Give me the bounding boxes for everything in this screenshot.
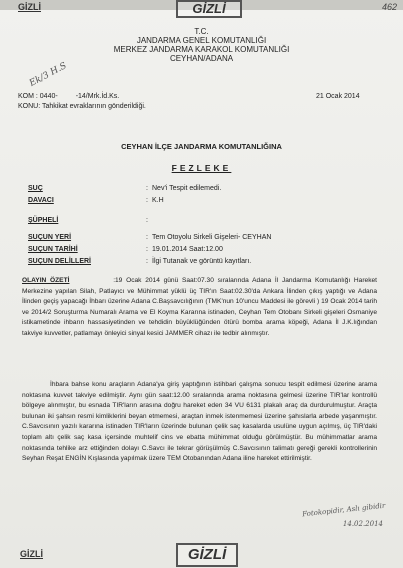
field-value: Nev'i Tespit edilemedi. xyxy=(152,185,222,192)
summary-text-1: :19 Ocak 2014 günü Saat:07.30 sıralarında Adana İl Jandarma Komutanlığı Hareket Merkezine yapılan Silah, Patlayıcı ve Mühimmat yüklü üç TIR'ın Saat:02.30'da Ankara İlinden çıkış yaptığı ve Adana İlinden geçiş yapacağı İhbarı üzerine Adana C.Başsavcılığının (TMK'nun 10'uncu Maddesi ile görevli ) 19 Ocak 2014 tarih ve 2014/2 Soruşturma Numaralı Arama ve El Koyma Kararına istinaden, Ceyhan Tem Otobanı Sirkeli gişeleri Osmaniye istikametinde ihbarın hassasiyetinden ve tehdidin büyüklüğünden ötürü bomba arama köpeği, Adana İl J.K.lığından takviye kuvvetler, patlamayı önleyici sinyal kesici JAMMER cihazı ile tedbir alınmıştır. xyxy=(22,277,377,337)
summary-label: OLAYIN ÖZETİ xyxy=(22,277,70,284)
classification-stamp-bottom: GİZLİ xyxy=(176,543,238,567)
reference-date: 21 Ocak 2014 xyxy=(316,93,360,100)
page-number: 462 xyxy=(381,2,397,12)
field-value: İlgi Tutanak ve görüntü kayıtları. xyxy=(152,258,252,265)
field-label: SUÇUN DELİLLERİ xyxy=(28,258,91,265)
field-label: SUÇUN YERİ xyxy=(28,234,72,241)
reference-number xyxy=(18,92,119,101)
document-page: GİZLİ GİZLİ 462 T.C. JANDARMA GENEL KOMUTANLIĞI MERKEZ JANDARMA KARAKOL KOMUTANLIĞI CEYHAN/ADANA Ek/3 H.S KOM : 0440- -14/Mrk.İd.Ks. 21 Ocak 2014 KONU: Tahkikat evraklarının gönderildiği. CEYHAN İLÇE JANDARMA KOMUTANLIĞINA FEZLEKE SUÇ : Nev'i Tespit edilemedi. DAVACI : K.H ŞÜPHELİ : SUÇUN YERİ : Tem Otoyolu Sirkeli Gişeleri- CEYHAN SUÇUN TARİHİ : 19.01.2014 Saat:12.00 SUÇUN DELİLLERİ : İlgi Tutanak ve görüntü kayıtları. OLAYIN ÖZETİ :19 Ocak 2014 günü Saat:07.30 sıralarında Adana İl Jandarma Komutanlığı Hareket Merkezine yapılan Silah, Patlayıcı ve Mühimmat yüklü üç TIR'ın Saat:02.30'da Ankara İlinden çıkış yaptığı ve Adana İlinden geçiş yapacağı İhbarı üzerine Adana C.Başsavcılığının (TMK'nun 10'uncu Maddesi ile görevli ) 19 Ocak 2014 tarih ve 2014/2 Soruşturma Numaralı Arama ve El Koyma Kararına istinaden, Ceyhan Tem Otobanı Sirkeli gişeleri Osmaniye istikametinde ihbarın hassasiyetinden ve tehdidin büyüklüğünden ötürü bomba arama köpeği, Adana İl J.K.lığından takviye kuvvetler, patlamayı önleyici sinyal kesici JAMMER cihazı ile tedbir alınmıştır. İhbara bahse konu araçların Adana'ya giriş yaptığının istihbari çalışma sonucu tespit edilmesi üzerine arama noktasına kuvvet takviye edilmiştir. Aynı gün saat:12.00 sıralarında arama noktasına gelmesi üzerine TIR'lar kontrollü bölgeye alınmıştır, bu esnada TIR'ların arasına doğru hareket eden 34 VU 6131 plakalı araç da durdurulmuştur. Araçta bulunan iki şahsın resmi kimliklerini beyan etmemesi, araçtan inmek istenmemesi üzerine şahıslarla arbede yaşanmıştır. C.Savcısının yazılı kararına istinaden TIR'ların üzerinde bulunan çelik saç kasalarda usulüne uygun açılmış, üç TIR'daki toplam altı çelik saç kasa içersinde muhtelif cins ve ebatta mühimmat olduğu görülmüştür. Bu mühimmatlar arama noktasında tehlike arz ettiğinden dolayı C.Savcı ile tekrar görüşülmüş C.Savcısının talimatı gereği gerekli kontrollerinin Seyhan Reşat ENGİN Kışlasında yapılmak üzere TEM Otobanından Adana iline hareket ettirilmiştir. Fotokopidir, Aslı gibidir 14.02.2014 GİZLİ GİZLİ xyxy=(0,0,403,568)
field-label: DAVACI xyxy=(28,197,54,204)
header-line-2: JANDARMA GENEL KOMUTANLIĞI xyxy=(136,36,267,45)
header-line-1: T.C. xyxy=(194,27,209,36)
handwritten-margin-note: Ek/3 H.S xyxy=(28,61,69,89)
document-title: FEZLEKE xyxy=(171,163,232,173)
addressee: CEYHAN İLÇE JANDARMA KOMUTANLIĞINA xyxy=(121,142,282,151)
summary-paragraph-2: İhbara bahse konu araçların Adana'ya giriş yaptığının istihbari çalışma sonucu tespit edilmesi üzerine arama noktasına kuvvet takviye edilmiştir. Aynı gün saat:12.00 sıralarında arama noktasına gelmesi üzerine TIR'lar kontrollü bölgeye alınmıştır, bu esnada TIR'ların arasına doğru hareket eden 34 VU 6131 plakalı araç da durdurulmuştur. Araçta bulunan iki şahsın resmi kimliklerini beyan etmemesi, araçtan inmek istenmemesi üzerine şahıslarla arbede yaşanmıştır. C.Savcısının yazılı kararına istinaden TIR'ların üzerinde bulunan çelik saç kasalarda usulüne uygun açılmış, üç TIR'daki toplam altı çelik saç kasa içersinde muhtelif cins ve ebatta mühimmat olduğu görülmüştür. Bu mühimmatlar arama noktasında tehlike arz ettiğinden dolayı C.Savcı ile tekrar görüşülmüş C.Savcısının talimatı gereği gerekli kontrollerinin Seyhan Reşat ENGİN Kışlasında yapılmak üzere TEM Otobanından Adana iline hareket ettirilmiştir. xyxy=(22,381,377,463)
classification-stamp-top: GİZLİ xyxy=(176,0,242,18)
handwritten-certification: Fotokopidir, Aslı gibidir xyxy=(301,501,386,519)
field-label: SUÇ xyxy=(28,185,43,192)
classification-bottom-left: GİZLİ xyxy=(20,549,43,559)
field-label: SUÇUN TARİHİ xyxy=(28,246,78,253)
header-line-4: CEYHAN/ADANA xyxy=(169,54,234,63)
reference-kom: KOM : 0440- xyxy=(18,93,58,100)
header-line-3: MERKEZ JANDARMA KARAKOL KOMUTANLIĞI xyxy=(113,45,290,54)
classification-top-left: GİZLİ xyxy=(18,2,41,12)
summary-paragraph-1 xyxy=(22,276,377,340)
field-value: 19.01.2014 Saat:12.00 xyxy=(152,246,223,253)
handwritten-certification-date: 14.02.2014 xyxy=(342,520,383,528)
field-value: K.H xyxy=(152,197,164,204)
field-value: Tem Otoyolu Sirkeli Gişeleri- CEYHAN xyxy=(152,234,272,241)
reference-subject: KONU: Tahkikat evraklarının gönderildiği. xyxy=(18,103,146,110)
field-label: ŞÜPHELİ xyxy=(28,217,59,224)
reference-kom-suffix: -14/Mrk.İd.Ks. xyxy=(75,93,120,100)
